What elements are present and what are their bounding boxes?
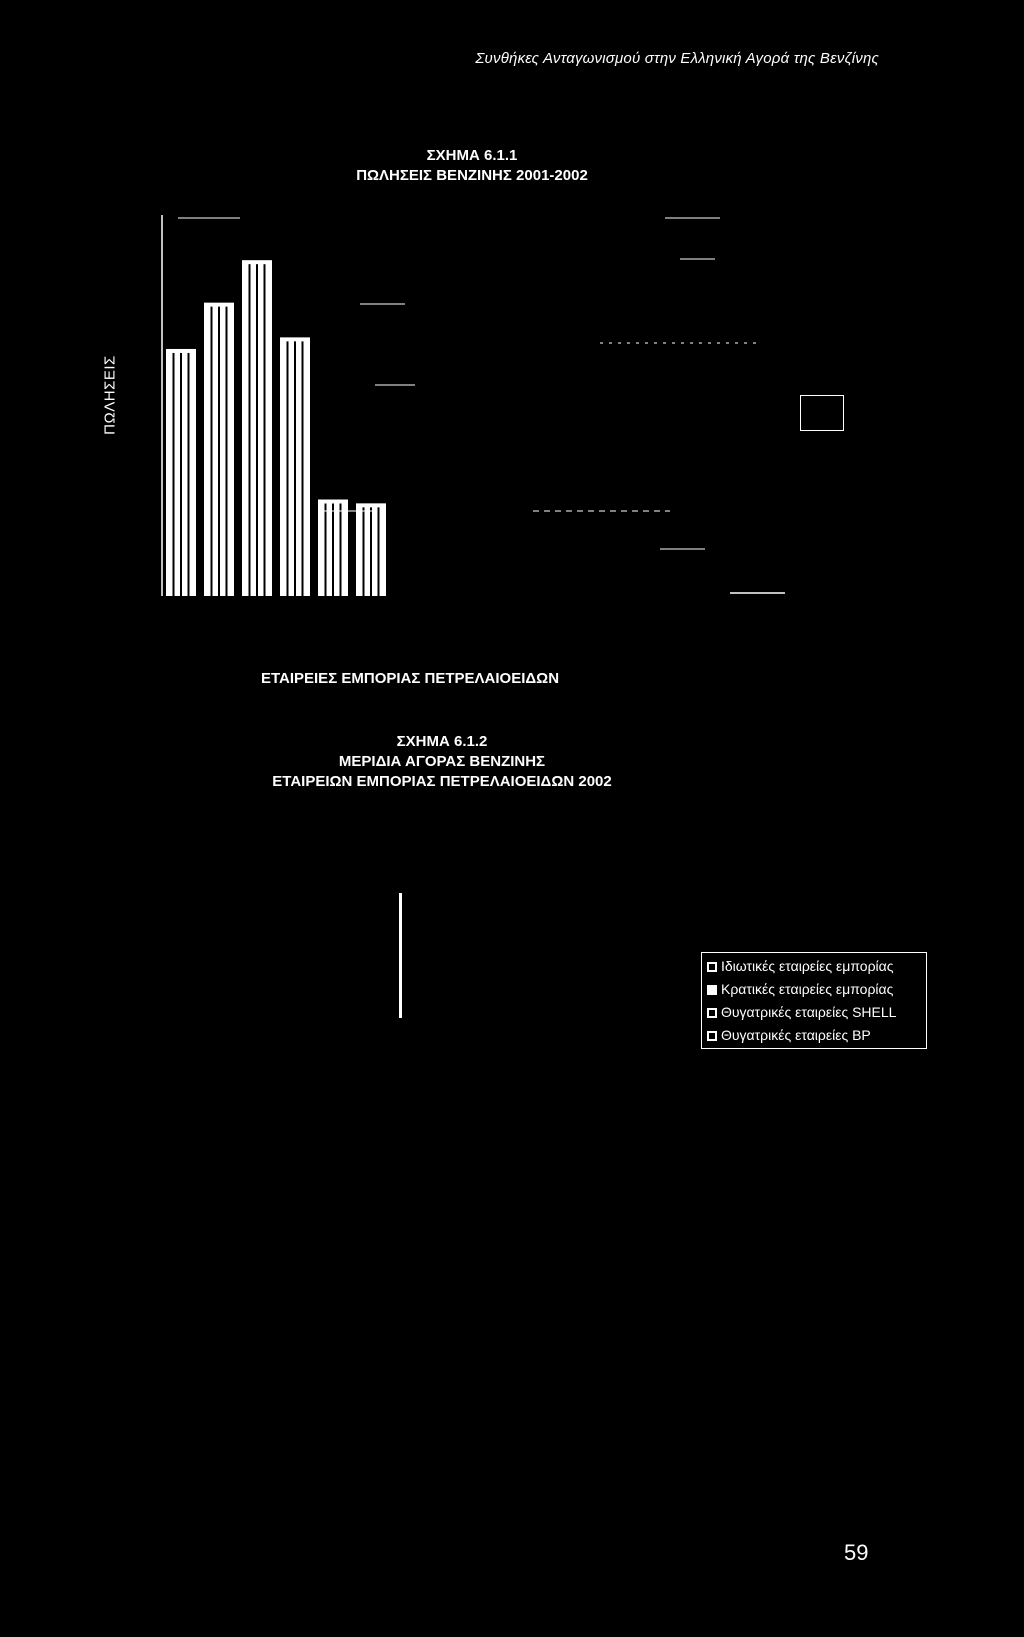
- figure2-heading-line2: ΕΤΑΙΡΕΙΩΝ ΕΜΠΟΡΙΑΣ ΠΕΤΡΕΛΑΙΟΕΙΔΩΝ 2002: [272, 773, 612, 790]
- bar-stripe: [378, 507, 380, 596]
- figure1-title: [0, 146, 984, 186]
- sales-bar-chart: [160, 200, 800, 600]
- legend-swatch-icon: [707, 1008, 717, 1018]
- bar-stripe: [287, 341, 289, 596]
- figure1-x-axis-label: ΕΤΑΙΡΕΙΕΣ ΕΜΠΟΡΙΑΣ ΠΕΤΡΕΛΑΙΟΕΙΔΩΝ: [260, 670, 560, 687]
- legend-item: [707, 955, 926, 978]
- legend-label: Ιδιωτικές εταιρείες εμπορίας: [721, 958, 894, 974]
- figure2-number: ΣΧΗΜΑ 6.1.2: [396, 733, 488, 750]
- legend-item: [707, 1001, 926, 1024]
- bar-stripe: [218, 307, 220, 596]
- figure2-title: [0, 732, 954, 792]
- figure2-legend: [701, 952, 927, 1049]
- legend-swatch-icon: [707, 985, 717, 995]
- bar-stripe: [249, 264, 251, 596]
- bar-stripe: [302, 341, 304, 596]
- legend-item: [707, 978, 926, 1001]
- bar-stripe: [294, 341, 296, 596]
- bar-stripe: [188, 353, 190, 596]
- bar-stripe: [211, 307, 213, 596]
- figure2-heading-line1: ΜΕΡΙΔΙΑ ΑΓΟΡΑΣ ΒΕΝΖΙΝΗΣ: [338, 753, 546, 770]
- legend-label: Κρατικές εταιρείες εμπορίας: [721, 981, 894, 997]
- bar-stripe: [180, 353, 182, 596]
- legend-swatch-icon: [707, 962, 717, 972]
- bar-stripe: [363, 507, 365, 596]
- figure2-divider-line: [399, 893, 402, 1018]
- legend-label: Θυγατρικές εταιρείες BP: [721, 1027, 871, 1043]
- page-number: 59: [844, 1540, 869, 1565]
- bar-stripe: [173, 353, 175, 596]
- legend-label: Θυγατρικές εταιρείες SHELL: [721, 1004, 897, 1020]
- bar-stripe: [264, 264, 266, 596]
- bar-stripe: [370, 507, 372, 596]
- legend-item: [707, 1024, 926, 1047]
- figure1-legend-box: [800, 395, 844, 431]
- bar-stripe: [226, 307, 228, 596]
- figure1-heading: ΠΩΛΗΣΕΙΣ ΒΕΝΖΙΝΗΣ 2001-2002: [356, 167, 588, 184]
- legend-swatch-icon: [707, 1031, 717, 1041]
- bar-stripe: [332, 504, 334, 597]
- bar-stripe: [340, 504, 342, 597]
- bar-stripe: [325, 504, 327, 597]
- figure1-y-axis-label: ΠΩΛΗΣΕΙΣ: [101, 355, 119, 435]
- running-header: Συνθήκες Ανταγωνισμού στην Ελληνική Αγορά της Βενζίνης: [475, 50, 879, 67]
- bar-stripe: [256, 264, 258, 596]
- figure1-number: ΣΧΗΜΑ 6.1.1: [426, 147, 518, 164]
